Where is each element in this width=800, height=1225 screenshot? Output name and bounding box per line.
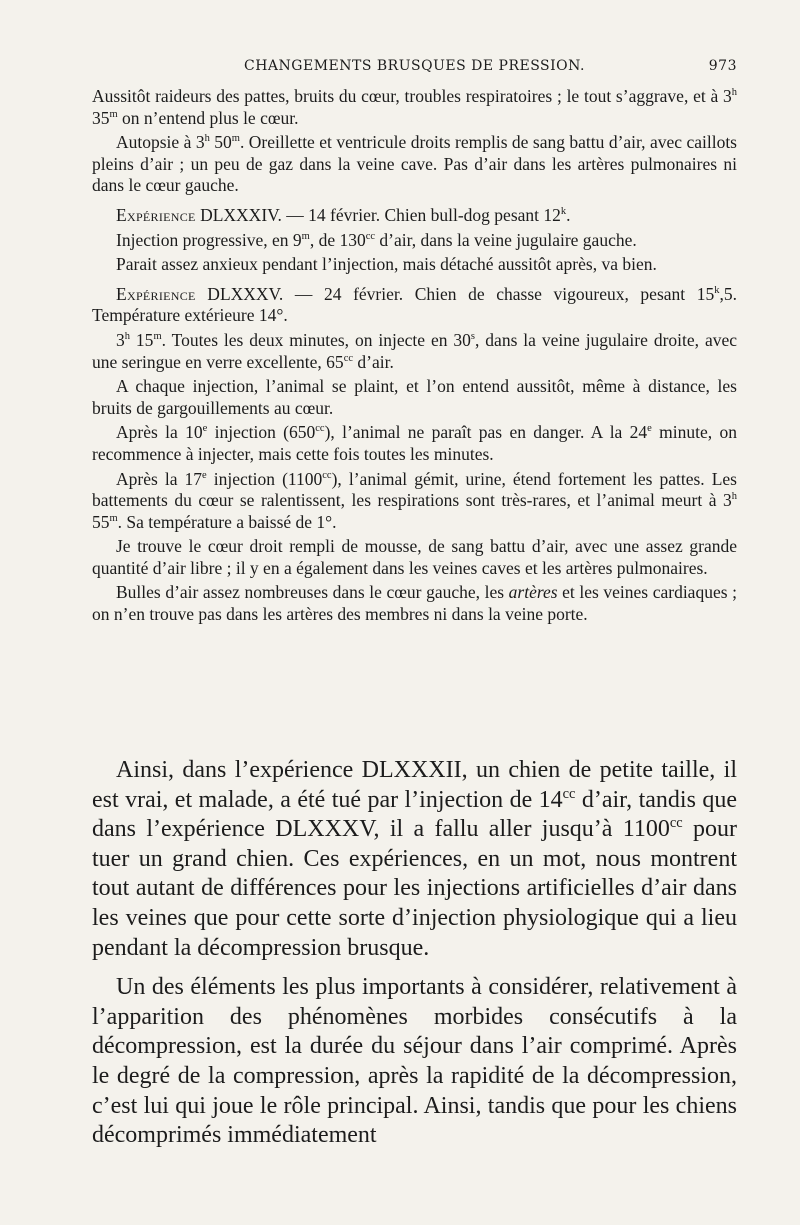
main-body-text	[92, 756, 737, 1161]
running-title: CHANGEMENTS BRUSQUES DE PRESSION.	[244, 58, 585, 74]
experiment-heading: Expérience DLXXXIV. — 14 février. Chien bull-dog pesant 12$^k$.	[116, 204, 571, 225]
small-paragraph: A chaque injection, l’animal se plaint, et l’on entend aussitôt, même à distance, les bruits de gargouillements au cœur.	[92, 376, 737, 418]
small-paragraph: Injection progressive, en 9$^m$, de $130^{cc}$ d’air, dans la veine jugulaire gauche.	[116, 229, 637, 250]
small-paragraph: Aussitôt raideurs des pattes, bruits du cœur, troubles respiratoires ; le tout s’aggrave, et à 3$^h$ 35$^m$ on n’entend plus le cœur.	[92, 86, 737, 128]
small-paragraph: Après la 10e injection $(650^{cc})$, l’animal ne paraît pas en danger. A la 24e minute, on recommence à injecter, mais cette fois toutes les minutes.	[92, 422, 737, 464]
body-paragraph: Un des éléments les plus importants à considérer, relativement à l’apparition des phénomènes morbides consécutifs à la décompression, est la durée du séjour dans l’air comprimé. Après le degré de la compression, après la rapidité de la décompression, c’est lui qui joue le rôle principal. Ainsi, tandis que pour les chiens décomprimés immédiatement	[92, 974, 737, 1149]
running-header	[92, 58, 737, 80]
small-paragraph: Je trouve le cœur droit rempli de mousse, de sang battu d’air, avec une assez grande quantité d’air libre ; il y en a également dans les veines caves et les artères pulmonaires.	[92, 536, 737, 578]
small-paragraph: Après la 17e injection $(1100^{cc})$, l’animal gémit, urine, étend fortement les pattes. Les battements du cœur se ralentissent, les respirations sont très-rares, et l’animal meurt à 3$^h$ 55$^m$. Sa température a baissé de 1°.	[92, 468, 737, 532]
experiment-heading: Expérience DLXXXV. — 24 février. Chien de chasse vigoureux, pesant 15$^k$,5. Température extérieure 14°.	[92, 283, 737, 326]
page-number: 973	[708, 58, 737, 74]
experiment-notes	[92, 86, 737, 629]
small-paragraph: Parait assez anxieux pendant l’injection, mais détaché aussitôt après, va bien.	[116, 254, 657, 275]
body-paragraph: Ainsi, dans l’expérience DLXXXII, un chien de petite taille, il est vrai, et malade, a été tué par l’injection de $14^{cc}$ d’air, tandis que dans l’expérience DLXXXV, il a fallu aller jusqu’à $1100^{cc}$ pour tuer un grand chien. Ces expériences, en un mot, nous montrent tout autant de différences pour les injections artificielles d’air dans les veines que pour cette sorte d’injection physiologique qui a lieu pendant la décompression brusque.	[92, 757, 737, 961]
small-paragraph: Autopsie à 3$^h$ 50$^m$. Oreillette et ventricule droits remplis de sang battu d’air, avec caillots pleins d’air ; un peu de gaz dans la veine cave. Pas d’air dans les artères pulmonaires ni dans le cœur gauche.	[92, 132, 737, 196]
small-paragraph: 3$^h$ 15$^m$. Toutes les deux minutes, on injecte en 30$^s$, dans la veine jugulaire droite, avec une seringue en verre excellente, $65^{cc}$ d’air.	[92, 329, 737, 372]
small-paragraph: Bulles d’air assez nombreuses dans le cœur gauche, les artères et les veines cardiaques ; on n’en trouve pas dans les artères des membres ni dans la veine porte.	[92, 582, 737, 625]
